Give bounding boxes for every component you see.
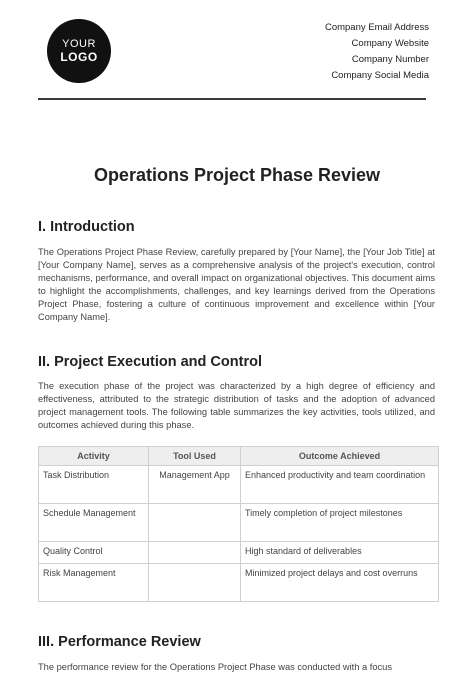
- table-cell-tool: [149, 504, 241, 542]
- introduction-paragraph: The Operations Project Phase Review, carefully prepared by [Your Name], the [Your Job Title] at [Your Company Name], serves as a comprehensive analysis of the project's execution, control mechanisms, performance, and overall impact on organizational objectives. This document aims to highlight the accomplishments, challenges, and key learnings derived from the Operations Project Phase, fostering a culture of continuous improvement and excellence within [Your Company Name].: [38, 247, 435, 322]
- section-heading-introduction: I. Introduction: [38, 219, 135, 235]
- table-cell-tool: Management App: [149, 466, 241, 504]
- company-website: Company Website: [351, 38, 429, 49]
- table-header-tool: Tool Used: [149, 447, 241, 466]
- execution-paragraph: The execution phase of the project was characterized by a high degree of efficiency and effectiveness, attributed to the strategic distribution of tasks and the adoption of advanced project management tools. The following table summarizes the key activities, tools utilized, and outcomes achieved during this phase.: [38, 381, 435, 430]
- logo-text-line1: YOUR: [62, 38, 96, 50]
- company-contact-block: [325, 20, 429, 84]
- table-cell-activity: Task Distribution: [39, 466, 149, 504]
- table-cell-activity: Schedule Management: [39, 504, 149, 542]
- section-heading-performance: III. Performance Review: [38, 634, 201, 650]
- company-logo: [47, 19, 111, 83]
- document-title: Operations Project Phase Review: [93, 165, 381, 185]
- company-email: Company Email Address: [324, 22, 429, 33]
- table-header-outcome: Outcome Achieved: [241, 447, 439, 466]
- table-cell-outcome: Enhanced productivity and team coordination: [241, 466, 439, 504]
- table-cell-outcome: High standard of deliverables: [241, 542, 439, 564]
- company-number: Company Number: [351, 54, 429, 65]
- table-row: [39, 466, 439, 504]
- table-cell-activity: Quality Control: [39, 542, 149, 564]
- table-row: [39, 564, 439, 602]
- header-divider: [38, 98, 426, 100]
- table-cell-tool: [149, 542, 241, 564]
- execution-table: [38, 446, 439, 602]
- company-social: Company Social Media: [331, 70, 429, 81]
- table-header-row: [39, 447, 439, 466]
- table-cell-outcome: Minimized project delays and cost overruns: [241, 564, 439, 602]
- logo-text-line2: LOGO: [60, 50, 98, 64]
- section-heading-execution: II. Project Execution and Control: [38, 354, 262, 370]
- performance-paragraph: The performance review for the Operations Project Phase was conducted with a focus: [38, 662, 392, 672]
- table-cell-activity: Risk Management: [39, 564, 149, 602]
- table-row: [39, 504, 439, 542]
- table-header-activity: Activity: [39, 447, 149, 466]
- table-row: [39, 542, 439, 564]
- table-cell-tool: [149, 564, 241, 602]
- execution-table-container: [38, 446, 438, 602]
- table-cell-outcome: Timely completion of project milestones: [241, 504, 439, 542]
